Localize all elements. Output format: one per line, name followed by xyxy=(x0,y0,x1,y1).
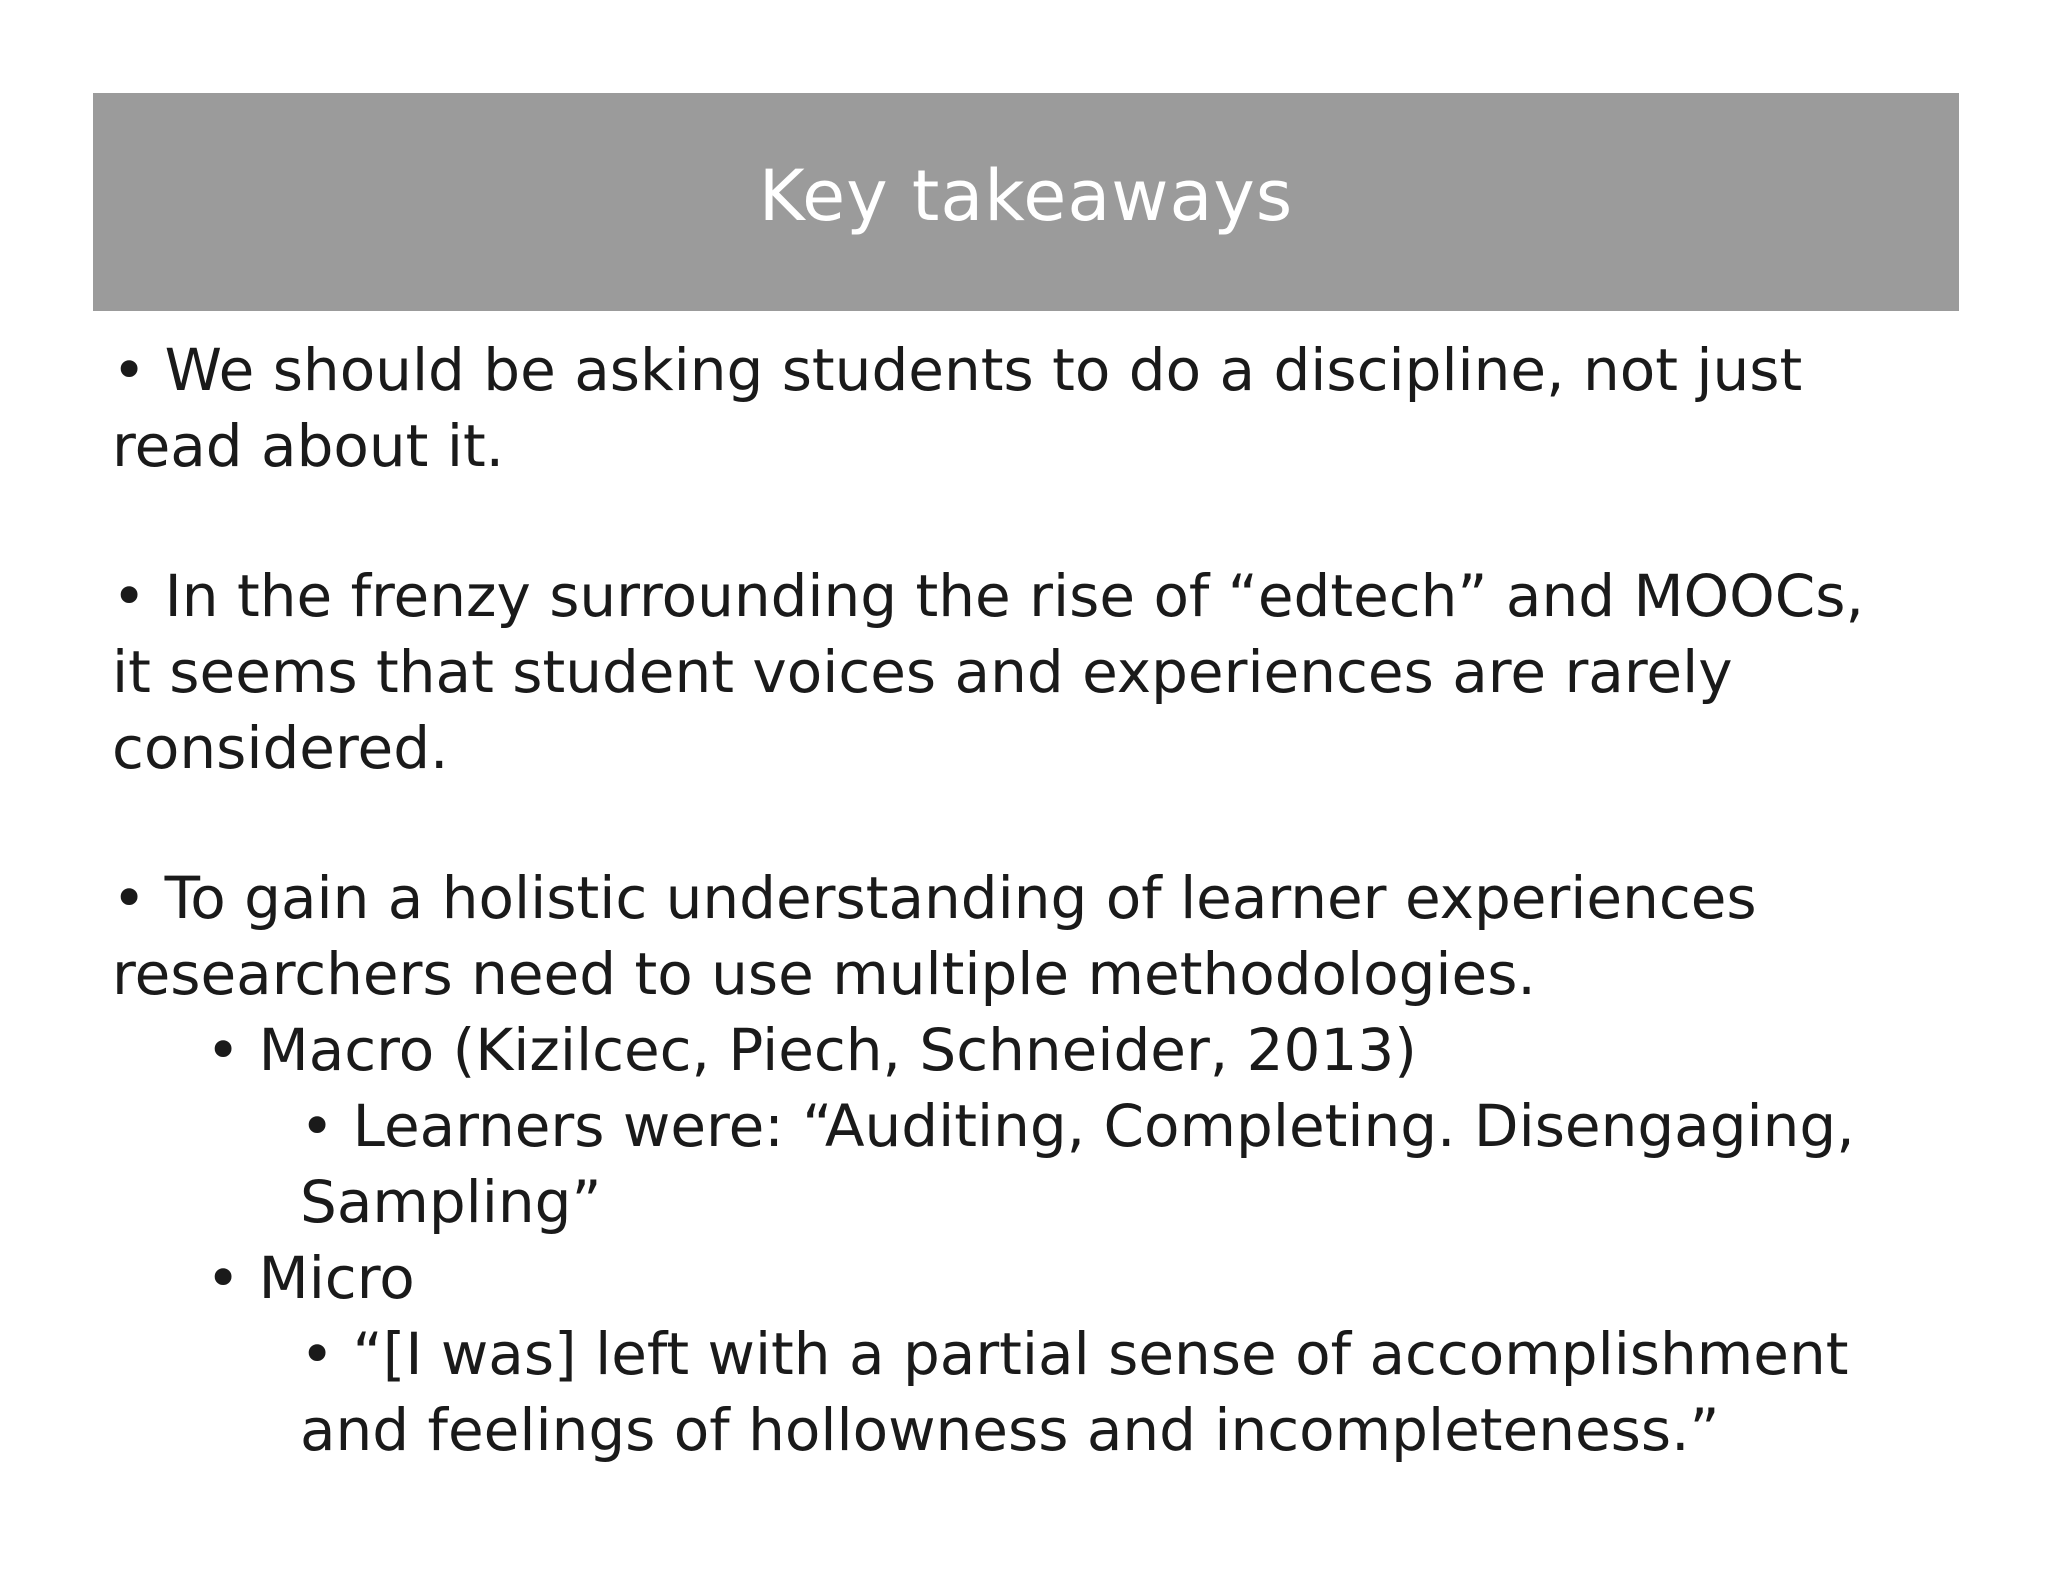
sub-bullet-macro: • Macro (Kizilcec, Piech, Schneider, 2013) xyxy=(206,1016,1417,1084)
bullet-1-line-1: • We should be asking students to do a discipline, not just xyxy=(112,336,1803,404)
sub-sub-bullet-micro-line-2: and feelings of hollowness and incompleteness.” xyxy=(300,1396,1720,1464)
bullet-2-line-2: it seems that student voices and experiences are rarely xyxy=(112,638,1733,706)
sub-sub-bullet-micro-line-1: • “[I was] left with a partial sense of accomplishment xyxy=(300,1320,1849,1388)
bullet-3-line-1: • To gain a holistic understanding of learner experiences xyxy=(112,864,1757,932)
title-bar xyxy=(93,93,1959,311)
sub-bullet-micro: • Micro xyxy=(206,1244,415,1312)
bullet-2-line-3: considered. xyxy=(112,714,449,782)
slide-title: Key takeaways xyxy=(758,155,1294,237)
bullet-2-line-1: • In the frenzy surrounding the rise of “edtech” and MOOCs, xyxy=(112,562,1864,630)
sub-sub-bullet-macro-line-2: Sampling” xyxy=(300,1168,602,1236)
bullet-1-line-2: read about it. xyxy=(112,412,505,480)
bullet-3-line-2: researchers need to use multiple methodologies. xyxy=(112,940,1536,1008)
sub-sub-bullet-macro-line-1: • Learners were: “Auditing, Completing. Disengaging, xyxy=(300,1092,1855,1160)
